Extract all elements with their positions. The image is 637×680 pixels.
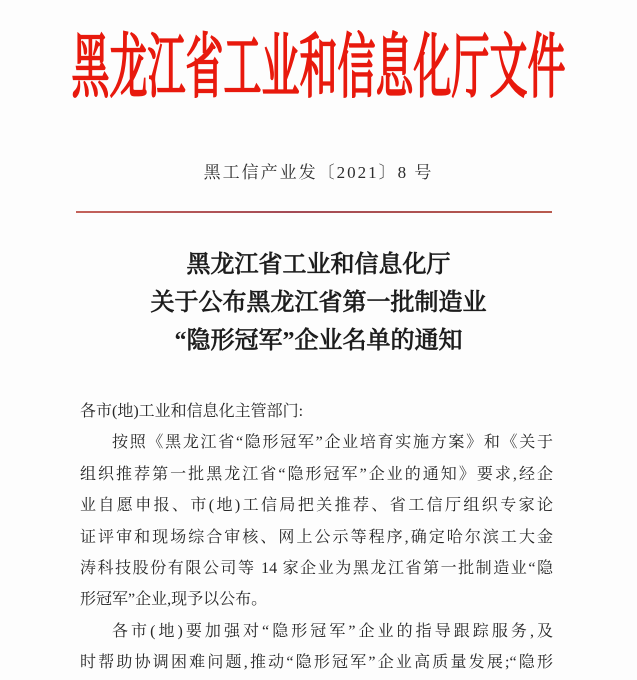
body-line: 业自愿申报、市(地)工信局把关推荐、省工信厅组织专家论 <box>80 497 553 515</box>
body-line: 组织推荐第一批黑龙江省“隐形冠军”企业的通知》要求,经企 <box>80 465 553 483</box>
body-line: 各市(地)要加强对“隐形冠军”企业的指导跟踪服务,及 <box>112 622 553 640</box>
document-number: 黑工信产业发〔2021〕8 号 <box>203 163 434 182</box>
document-header-title: 黑龙江省工业和信息化厅文件 <box>71 30 566 108</box>
title-line-2: 关于公布黑龙江省第一批制造业 <box>150 290 487 316</box>
body-line: 按照《黑龙江省“隐形冠军”企业培育实施方案》和《关于 <box>112 434 553 452</box>
document-title <box>0 246 637 360</box>
red-divider-rule <box>76 211 552 213</box>
body-line: 形冠军”企业,现予以公布。 <box>80 591 268 609</box>
title-line-3: “隐形冠军”企业名单的通知 <box>174 328 463 354</box>
title-line-1: 黑龙江省工业和信息化厅 <box>186 252 451 278</box>
salutation: 各市(地)工业和信息化主管部门: <box>80 403 304 420</box>
body-line: 时帮助协调困难问题,推动“隐形冠军”企业高质量发展;“隐形 <box>80 654 553 672</box>
document-body <box>80 396 553 679</box>
paragraph-1 <box>80 427 553 615</box>
paragraph-2 <box>80 616 553 679</box>
body-line: 涛科技股份有限公司等 14 家企业为黑龙江省第一批制造业“隐 <box>80 560 553 578</box>
body-line: 证评审和现场综合审核、网上公示等程序,确定哈尔滨工大金 <box>80 528 553 546</box>
